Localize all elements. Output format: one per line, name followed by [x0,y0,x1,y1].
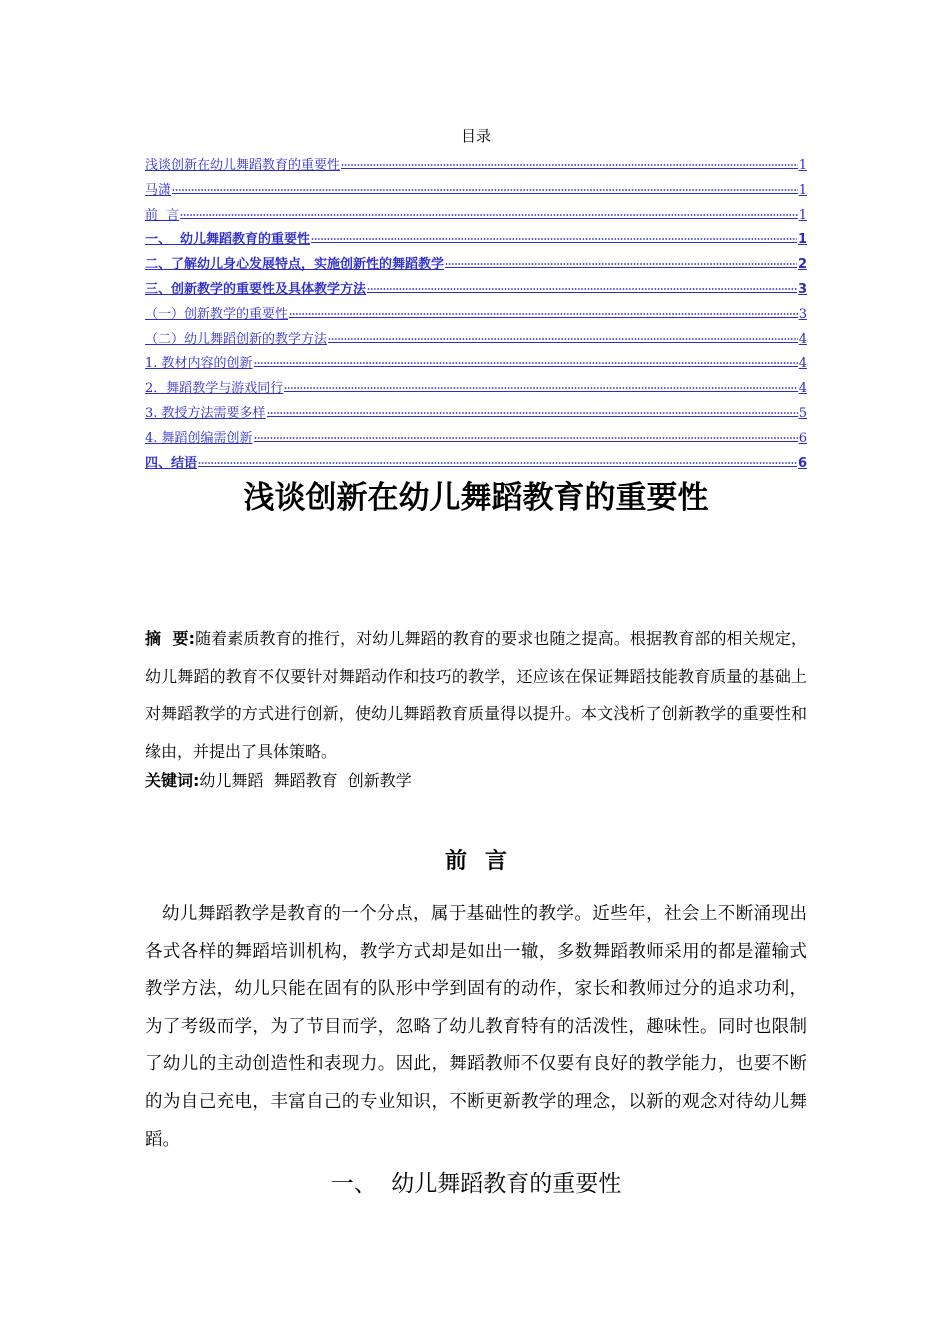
document-title: 浅谈创新在幼儿舞蹈教育的重要性 [243,480,709,516]
keywords-text: 幼儿舞蹈 舞蹈教育 创新教学 [199,771,412,790]
toc-leader-dots [445,250,797,268]
toc-entry-page: 3 [797,281,807,297]
toc-entry-section-4[interactable] [145,449,807,474]
toc-leader-dots [198,449,797,467]
toc-leader-dots [341,151,798,169]
toc-leader-dots [328,325,798,343]
toc-entry-author[interactable] [145,176,807,201]
toc-entry-section-3[interactable] [145,275,807,300]
toc-leader-dots [254,349,798,367]
toc-entry-page: 1 [798,207,807,223]
abstract-label: 摘 要: [145,629,195,648]
toc-leader-dots [254,424,798,442]
toc-entry-text: 4. 舞蹈创编需创新 [145,430,253,446]
toc-entry-item-3[interactable] [145,399,807,424]
toc-entry-page: 1 [798,182,807,198]
toc-entry-page: 6 [797,455,807,471]
toc-leader-dots [367,275,797,293]
toc-entry-text: 四、结语 [145,455,198,471]
toc-entry-page: 4 [798,381,807,397]
keywords [145,766,807,796]
keywords-label: 关键词: [145,771,200,790]
toc-entry-page: 2 [797,257,807,273]
preface-heading: 前言 [444,849,525,874]
toc-entry-text: 三、创新教学的重要性及具体教学方法 [145,281,367,297]
toc-entry-item-2[interactable] [145,374,807,399]
toc-entry-text: 二、了解幼儿身心发展特点，实施创新性的舞蹈教学 [145,257,445,273]
toc-entry-text: 2．舞蹈教学与游戏同行 [145,381,284,397]
toc-entry-page: 6 [798,430,807,446]
toc-leader-dots [267,399,798,417]
toc-entry-page: 1 [798,158,807,173]
document-page [145,0,807,1344]
toc-entry-text: 前 言 [145,207,180,223]
toc-entry-subsection-3-1[interactable] [145,300,807,325]
toc-entry-text: 3. 教授方法需要多样 [145,405,266,421]
toc-entry-text: 浅谈创新在幼儿舞蹈教育的重要性 [145,158,341,173]
toc-entry-preface[interactable] [145,201,807,226]
toc-entry-subsection-3-2[interactable] [145,325,807,350]
section-1-heading: 一、 幼儿舞蹈教育的重要性 [330,1171,622,1197]
toc-entry-title[interactable] [145,151,807,176]
toc-entry-page: 3 [798,306,807,322]
toc-entry-page: 4 [798,356,807,372]
toc-entry-text: 一、 幼儿舞蹈教育的重要性 [145,232,311,248]
toc-leader-dots [311,225,797,243]
toc-title: 目录 [460,127,491,145]
toc-entry-item-4[interactable] [145,424,807,449]
toc-leader-dots [180,201,797,219]
toc-entry-item-1[interactable] [145,349,807,374]
toc-entry-page: 1 [797,232,807,248]
preface-paragraph: 幼儿舞蹈教学是教育的一个分点，属于基础性的教学。近些年，社会上不断涌现出各式各样的舞蹈培训机构，教学方式却是如出一辙，多数舞蹈教师采用的都是灌输式教学方法，幼儿只能在固有的队形中学到固有的动作，家长和教师过分的追求功利，为了考级而学，为了节目而学，忽略了幼儿教育特有的活泼性，趣味性。同时也限制了幼儿的主动创造性和表现力。因此，舞蹈教师不仅要有良好的教学能力，也要不断的为自己充电，丰富自己的专业知识，不断更新教学的理念，以新的观念对待幼儿舞蹈。 [145,904,807,1150]
table-of-contents [145,151,807,473]
toc-leader-dots [289,300,798,318]
abstract-text: 随着素质教育的推行，对幼儿舞蹈的教育的要求也随之提高。根据教育部的相关规定，幼儿舞蹈的教育不仅要针对舞蹈动作和技巧的教学，还应该在保证舞蹈技能教育质量的基础上对舞蹈教学的方式进行创新，使幼儿舞蹈教育质量得以提升。本文浅析了创新教学的重要性和缘由，并提出了具体策略。 [145,629,807,761]
toc-leader-dots [172,176,798,194]
toc-entry-section-1[interactable] [145,225,807,250]
toc-leader-dots [284,374,797,392]
toc-entry-text: （二）幼儿舞蹈创新的教学方法 [145,331,328,347]
toc-entry-section-2[interactable] [145,250,807,275]
toc-entry-text: 马潇 [145,182,172,198]
abstract [145,620,807,770]
toc-entry-text: 1. 教材内容的创新 [145,356,253,372]
toc-entry-text: （一）创新教学的重要性 [145,306,289,322]
toc-entry-page: 5 [798,405,807,421]
toc-entry-page: 4 [798,331,807,347]
